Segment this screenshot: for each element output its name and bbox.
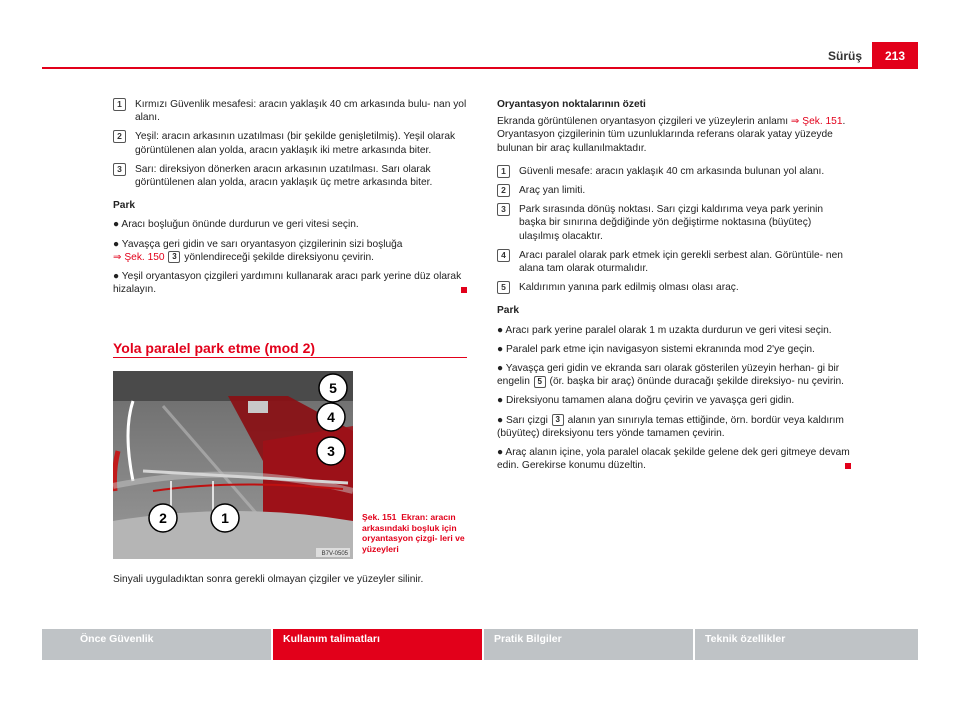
list-item: [113, 130, 467, 156]
svg-text:4: 4: [327, 409, 335, 425]
section-title: Yola paralel park etme (mod 2): [113, 340, 316, 356]
item-number: 3: [113, 163, 126, 176]
list-item: 3 Park sırasında dönüş noktası. Sarı çizgi kaldırıma veya park yerinin başka bir sınırına değdiğinde yön değiştirme noktasına (büyüteç) ulaşılmış olacaktır.: [497, 203, 851, 243]
item-number: 1: [497, 165, 510, 178]
park-heading: Park: [497, 305, 520, 317]
bullet: ● Sarı çizgi 3 alanın yan sınırıyla temas ettiğinde, örn. bordür veya kaldırım (büyüteç) direksiyonu ters yönde tamamen çevirin.: [497, 414, 844, 439]
page-number: 213: [872, 42, 918, 69]
figure-caption: Şek. 151 Ekran: aracın arkasındaki boşluk için oryantasyon çizgi- leri ve yüzeyleri: [362, 512, 465, 554]
item-text: Kırmızı Güvenlik mesafesi: aracın yaklaşık 40 cm arkasında bulu- nan yol alanı.: [135, 99, 467, 124]
parking-display-figure: [113, 371, 353, 559]
item-number: 2: [113, 130, 126, 143]
svg-text:5: 5: [329, 380, 337, 396]
list-item: 5 Kaldırımın yanına park edilmiş olması olası araç.: [497, 281, 851, 294]
summary-heading: Oryantasyon noktalarının özeti: [497, 99, 646, 110]
item-text: Sarı: direksiyon dönerken aracın arkasının uzatılması. Sarı olarak görüntülenen alan yolda, aracın yaklaşık üç metre arkasında biter.: [135, 163, 433, 189]
list-item: 2 Araç yan limiti.: [497, 184, 851, 197]
list-item: 1 Güvenli mesafe: aracın yaklaşık 40 cm arkasında bulunan yol alanı.: [497, 165, 851, 178]
item-number: 4: [497, 249, 510, 262]
bullet: ● Direksiyonu tamamen alana doğru çevirin ve yavaşça geri gidin.: [497, 395, 795, 407]
left-column: [113, 98, 467, 302]
footer-tab-safety[interactable]: Önce Güvenlik: [42, 629, 271, 660]
item-number: 2: [497, 184, 510, 197]
item-number: 5: [534, 376, 546, 388]
right-column: [497, 98, 851, 478]
bullet: ● Yavaşça geri gidin ve sarı oryantasyon çizgilerinin sizi boşluğa ⇒ Şek. 150 3 yönlendireceği şekilde direksiyonu çevirin.: [113, 238, 403, 263]
item-number: 5: [497, 281, 510, 294]
figure-link[interactable]: ⇒ Şek. 151: [790, 116, 843, 128]
bullet: ● Yavaşça geri gidin ve ekranda sarı olarak gösterilen yüzeyin herhan- gi bir engelin 5 (ör. başka bir araç) önünde duracağı şekilde direksiyo- nu çevirin.: [497, 363, 844, 388]
list-item: 4 Aracı paralel olarak park etmek için gerekli serbest alan. Görüntüle- nen alana tam olarak oturmalıdır.: [497, 249, 851, 275]
list-item: [113, 98, 467, 124]
figure-code: B7V-0505: [321, 551, 348, 557]
footer-tab-technical-specs[interactable]: Teknik özellikler: [695, 629, 918, 660]
after-figure-text: Sinyali uyguladıktan sonra gerekli olmayan çizgiler ve yüzeyler silinir.: [113, 574, 424, 585]
footer-tab-operating-instructions[interactable]: Kullanım talimatları: [273, 629, 482, 660]
park-heading: Park: [113, 200, 136, 212]
section-rule: [113, 357, 467, 358]
list-item: [113, 163, 467, 189]
item-number: 1: [113, 98, 126, 111]
end-mark-icon: [461, 287, 467, 293]
bullet: ● Yeşil oryantasyon çizgileri yardımını kullanarak aracı park yerine düz olarak hizalayın.: [113, 270, 467, 296]
item-text: Yeşil: aracın arkasının uzatılması (bir şekilde genişletilmiş). Yeşil olarak görüntülenen alan yolda, aracın yaklaşık iki metre arkasında biter.: [135, 131, 456, 156]
svg-text:1: 1: [221, 510, 229, 526]
item-number: 3: [497, 203, 510, 216]
item-number: 3: [552, 414, 564, 426]
svg-text:2: 2: [159, 510, 167, 526]
end-mark-icon: [845, 463, 851, 469]
intro-text: Ekranda görüntülenen oryantasyon çizgileri ve yüzeylerin anlamı ⇒ Şek. 151. Oryantasyon çizgilerinin tüm uzunluklarında referans olarak yatay yüzeyde bulunan bir araç kullanılmaktadır.: [497, 116, 846, 154]
footer-tab-practical-info[interactable]: Pratik Bilgiler: [484, 629, 693, 660]
header-title: Sürüş: [827, 49, 862, 63]
svg-text:3: 3: [327, 443, 335, 459]
bullet: ● Aracı park yerine paralel olarak 1 m uzakta durdurun ve geri vitesi seçin.: [497, 324, 832, 336]
bullet: ● Paralel park etme için navigasyon sistemi ekranında mod 2'ye geçin.: [497, 343, 815, 355]
bullet: ● Araç alanın içine, yola paralel olacak şekilde gelene dek geri gitmeye devam edin. Gerekirse konumu düzeltin.: [497, 447, 850, 472]
figure-illustration: [113, 371, 353, 559]
item-number: 3: [168, 251, 180, 263]
figure-link[interactable]: ⇒ Şek. 150: [113, 251, 165, 263]
bullet: ● Aracı boşluğun önünde durdurun ve geri vitesi seçin.: [113, 219, 359, 231]
header-rule: [42, 67, 918, 69]
